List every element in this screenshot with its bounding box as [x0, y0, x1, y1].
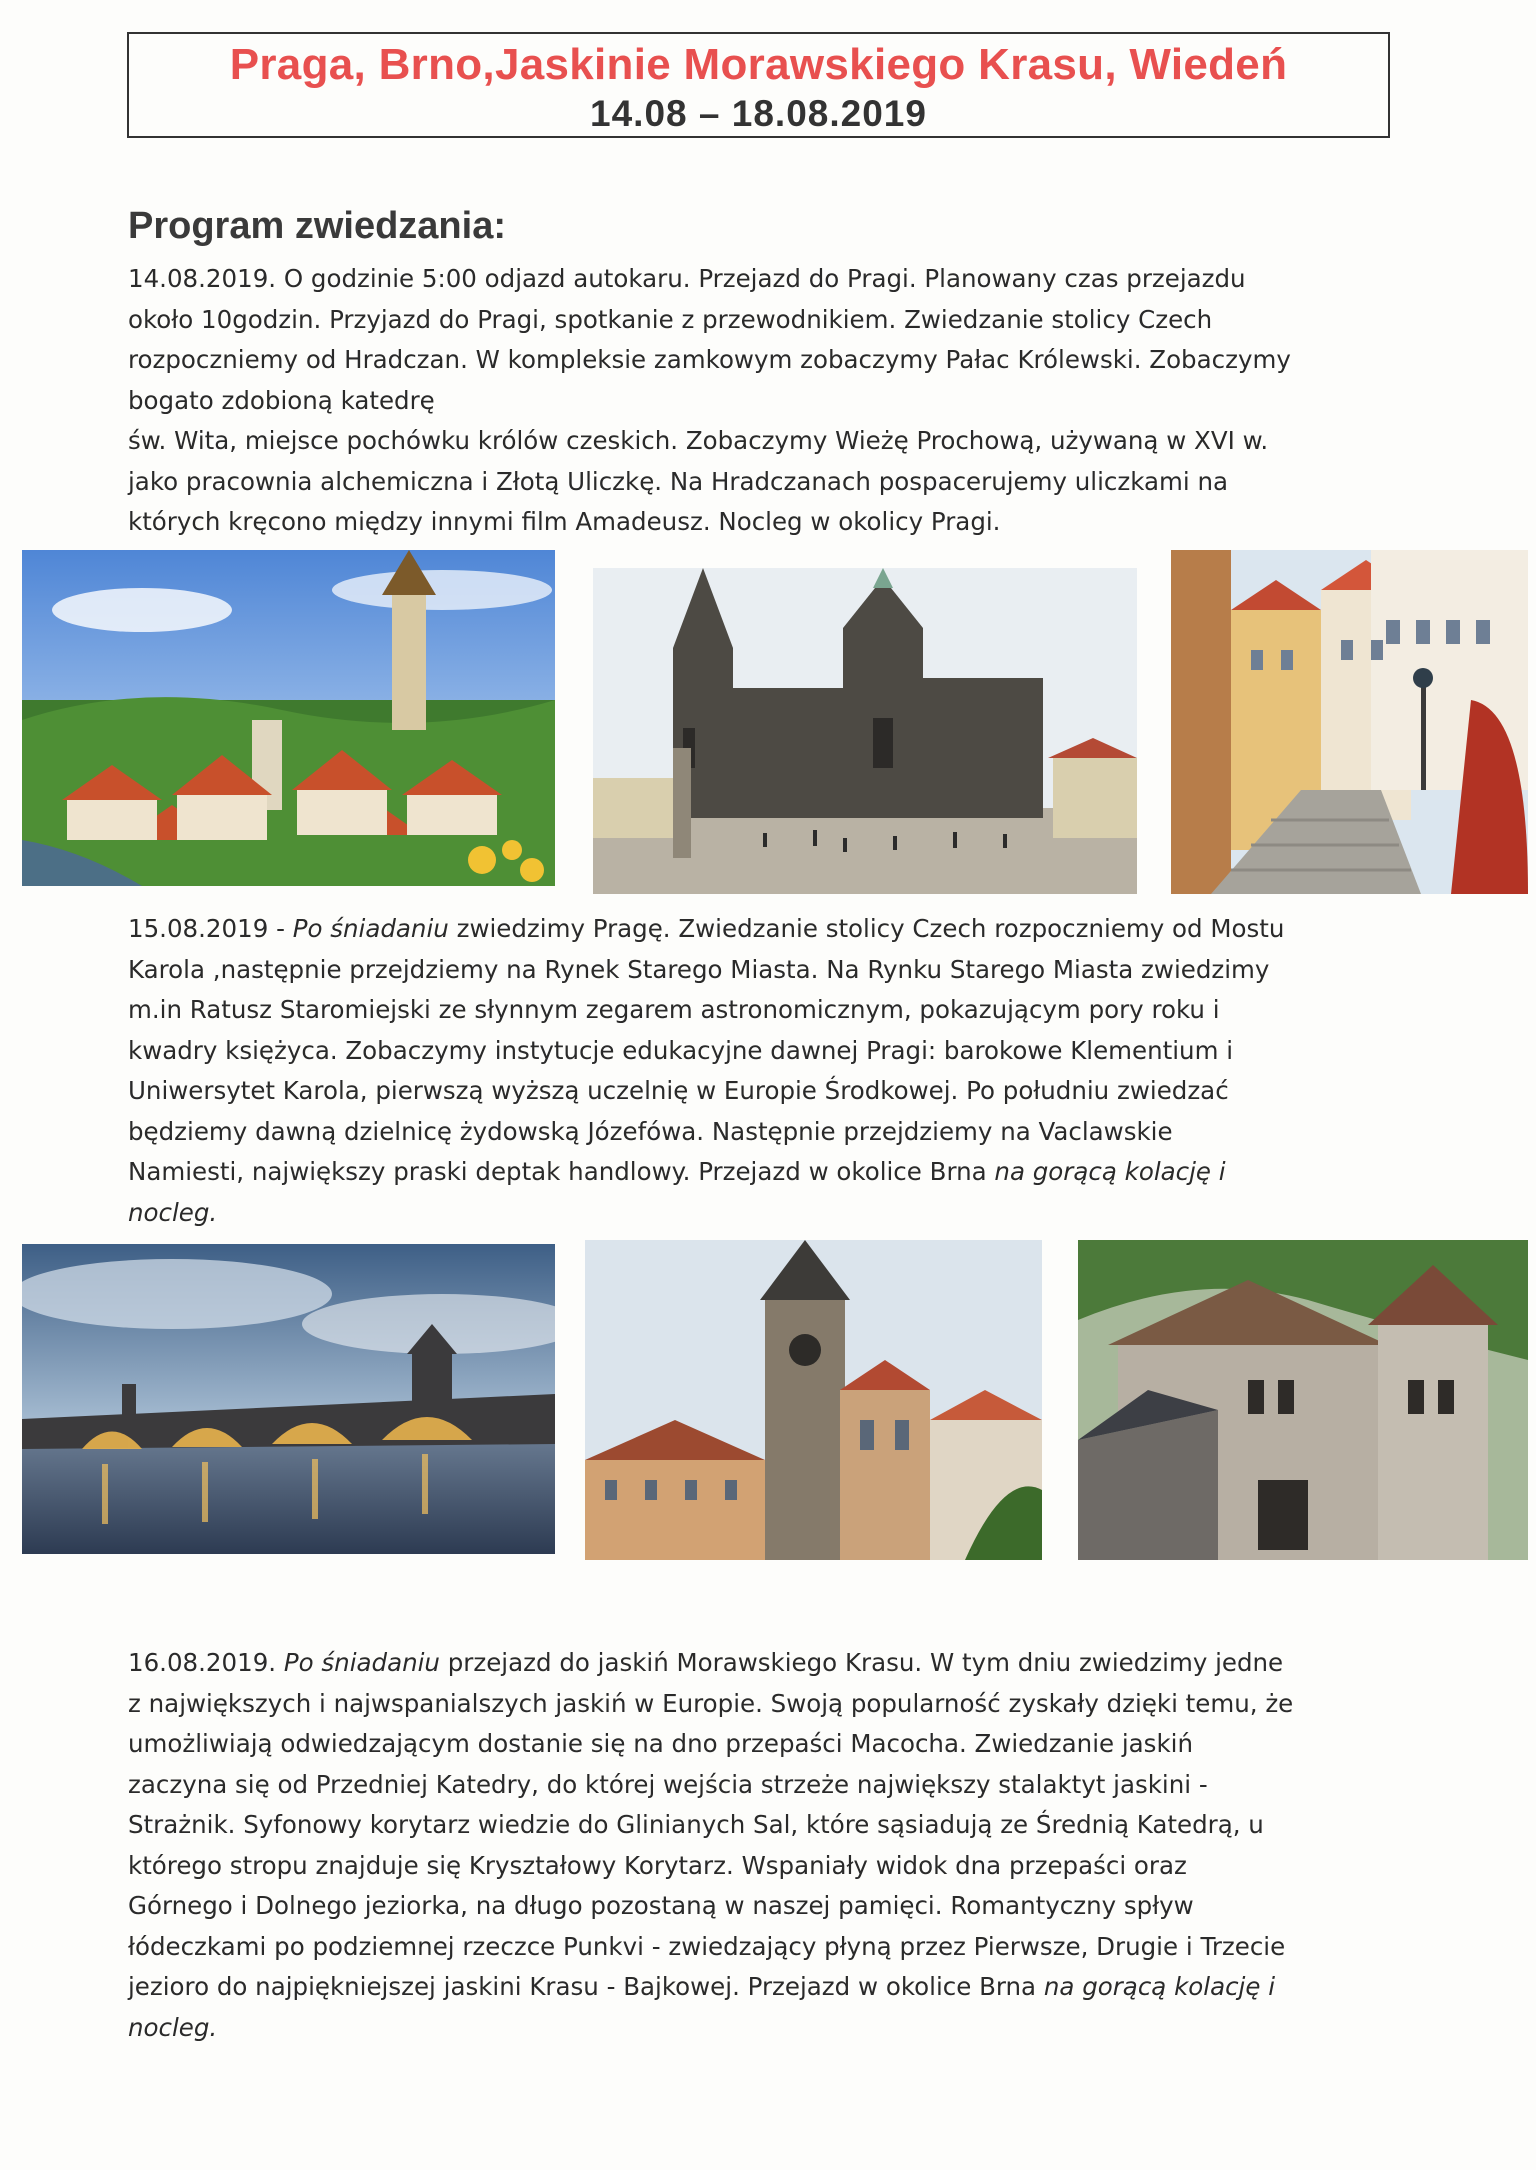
day3-line: zaczyna się od Przedniej Katedry, do której wejścia strzeże największy stalaktyt jaskini -	[128, 1769, 1208, 1799]
day1-line: około 10godzin. Przyjazd do Pragi, spotkanie z przewodnikiem. Zwiedzanie stolicy Czech	[128, 304, 1213, 334]
day2-line: Namiesti, największy praski deptak handlowy. Przejazd w okolice Brna na gorącą kolację i	[128, 1157, 1226, 1186]
day1-line: jako pracownia alchemiczna i Złotą Uliczkę. Na Hradczanach pospacerujemy uliczkami na	[128, 466, 1229, 496]
day2-line: będziemy dawną dzielnicę żydowską Józefówa. Następnie przejdziemy na Vaclawskie	[128, 1116, 1173, 1146]
day1-line: których kręcono między innymi film Amadeusz. Nocleg w okolicy Pragi.	[128, 507, 1001, 536]
st-vitus-cathedral-photo	[593, 568, 1137, 894]
day3-line: którego stropu znajduje się Kryształowy Korytarz. Wspaniały widok dna przepaści oraz	[128, 1850, 1187, 1880]
day2-line: Karola ,następnie przejdziemy na Rynek Starego Miasta. Na Rynku Starego Miasta zwiedzimy	[128, 954, 1270, 984]
document-title: Praga, Brno,Jaskinie Morawskiego Krasu, Wiedeń	[229, 40, 1288, 89]
charles-bridge-photo	[22, 1244, 555, 1554]
day2-line: Uniwersytet Karola, pierwszą wyższą uczelnię w Europie Środkowej. Po południu zwiedzać	[128, 1076, 1229, 1105]
program-heading: Program zwiedzania:	[128, 205, 506, 247]
old-town-hall-photo	[585, 1240, 1042, 1560]
cesky-krumlov-photo	[22, 550, 555, 886]
day3-line: łódeczkami po podziemnej rzeczce Punkvi - zwiedzający płyną przez Pierwsze, Drugie i Trzecie	[128, 1931, 1286, 1961]
day1-line: bogato zdobioną katedrę	[128, 385, 435, 415]
day3-line: z największych i najwspanialszych jaskiń w Europie. Swoją popularność zyskały dzięki temu, że	[128, 1688, 1294, 1718]
prague-stairs-street-photo	[1171, 550, 1528, 894]
title-box	[127, 32, 1390, 138]
day2-line: m.in Ratusz Staromiejski ze słynnym zegarem astronomicznym, pokazującym pory roku i	[128, 995, 1220, 1024]
day3-paragraph	[128, 1643, 1398, 2048]
day3-line: umożliwiają odwiedzającym dostanie się na dno przepaści Macocha. Zwiedzanie jaskiń	[128, 1729, 1193, 1758]
day3-line: Górnego i Dolnego jeziorka, na długo pozostaną w naszej pamięci. Romantyczny spływ	[128, 1891, 1194, 1920]
day1-paragraph	[128, 259, 1398, 543]
day2-paragraph	[128, 909, 1398, 1233]
day2-line: 15.08.2019 - Po śniadaniu zwiedzimy Pragę. Zwiedzanie stolicy Czech rozpoczniemy od Mostu	[128, 914, 1285, 943]
trip-dates: 14.08 – 18.08.2019	[590, 93, 927, 134]
old-new-synagogue-photo	[1078, 1240, 1528, 1560]
day1-line: 14.08.2019. O godzinie 5:00 odjazd autokaru. Przejazd do Pragi. Planowany czas przejazdu	[128, 264, 1246, 293]
day2-line: kwadry księżyca. Zobaczymy instytucje edukacyjne dawnej Pragi: barokowe Klementium i	[128, 1035, 1234, 1065]
day3-line: jezioro do najpiękniejszej jaskini Krasu - Bajkowej. Przejazd w okolice Brna na gorącą kolację i	[128, 1972, 1276, 2001]
day1-line: św. Wita, miejsce pochówku królów czeskich. Zobaczymy Wieżę Prochową, używaną w XVI w.	[128, 426, 1269, 455]
day2-line: nocleg.	[128, 1197, 218, 1227]
day3-line: 16.08.2019. Po śniadaniu przejazd do jaskiń Morawskiego Krasu. W tym dniu zwiedzimy jedne	[128, 1648, 1284, 1677]
day1-line: rozpoczniemy od Hradczan. W kompleksie zamkowym zobaczymy Pałac Królewski. Zobaczymy	[128, 345, 1291, 374]
day3-line: nocleg.	[128, 2012, 218, 2042]
day3-line: Strażnik. Syfonowy korytarz wiedzie do Glinianych Sal, które sąsiadują ze Średnią Katedrą, u	[128, 1810, 1264, 1839]
